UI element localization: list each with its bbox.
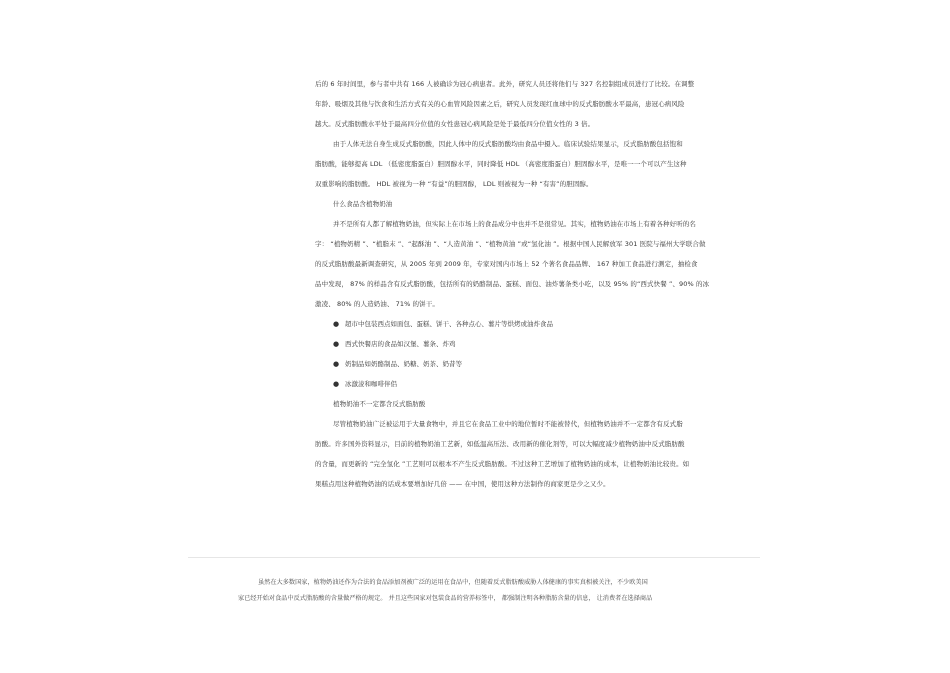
body-line: 果糕点用这种植物奶油的话成本要增加好几倍 —— 在中国，使用这种方法制作的商家更是少之又少。 xyxy=(315,480,610,488)
body-line: 品中发现， 87% 的样品含有反式脂肪酸，包括所有的奶酪制品、蛋糕、面包、油炸薯条类小吃，以及 95% 的“西式快餐 ”、90% 的冰 xyxy=(315,280,710,288)
list-item xyxy=(333,380,397,389)
body-line: 字： “植物奶精 ”、“植脂末 ”、“起酥油 ”、“人造黄油 ”、“植物黄油 ”或“氢化油 ”。根据中国人民解放军 301 医院与福州大学联合做 xyxy=(315,240,706,248)
section-heading: 什么食品含植物奶油 xyxy=(333,200,393,208)
list-item xyxy=(333,320,553,329)
bullet-icon: ● xyxy=(333,340,340,348)
section-heading: 植物奶油不一定都含反式脂肪酸 xyxy=(333,400,426,408)
list-item xyxy=(333,360,462,369)
bullet-icon: ● xyxy=(333,380,340,388)
body-line: 越大。反式脂肪酸水平处于最高四分位值的女性患冠心病风险是处于最低四分位值女性的 3 倍。 xyxy=(315,120,595,128)
page-divider xyxy=(188,557,760,558)
body-line: 双重影响的脂肪酸。 HDL 被视为一种 “有益”的胆固醇， LDL 则被视为一种 “有害”的胆固醇。 xyxy=(315,180,593,188)
body-line: 的反式脂肪酸最新调查研究，从 2005 年到 2009 年，专家对国内市场上 52 个著名食品品牌、 167 种加工食品进行测定，抽检食 xyxy=(315,260,698,268)
body-line: 脂肪酸，能够提高 LDL （低密度脂蛋白）胆固醇水平，同时降低 HDL （高密度脂蛋白）胆固醇水平，是唯一一个可以产生这种 xyxy=(315,160,687,168)
body-line: 肪酸。许多国外资料显示，目前的植物奶油工艺新，如低温高压法、改用新的催化剂等，可以大幅度减少植物奶油中反式脂肪酸 xyxy=(315,440,685,448)
list-item-text: 西式快餐店的食品如汉堡、薯条、炸鸡 xyxy=(345,340,456,348)
list-item xyxy=(333,340,456,349)
list-item-text: 冰激淩和咖啡伴侣 xyxy=(345,380,397,388)
footer-line: 虽然在大多数国家，植物奶油还作为合法的食品添加剂被广泛的运用在食品中，但随着反式脂肪酸威胁人体健康的事实真相被关注，不少欧美国 xyxy=(258,579,648,587)
body-line: 由于人体无法自身生成反式脂肪酸，因此人体中的反式脂肪酸均由食品中摄入。临床试验结果显示，反式脂肪酸包括饱和 xyxy=(333,140,683,148)
body-line: 后的 6 年时间里，参与者中共有 166 人被确诊为冠心病患者。此外，研究人员还将他们与 327 名控制组成员进行了比较。在调整 xyxy=(315,80,695,88)
list-item-text: 超市中包装西点如面包、蛋糕、饼干、各种点心、薯片等烘烤或油炸食品 xyxy=(345,320,553,328)
body-line: 尽管植物奶油广泛被运用于大量食物中，并且它在食品工业中的地位暂时不能被替代，但植物奶油并不一定都含有反式脂 xyxy=(333,420,683,428)
bullet-icon: ● xyxy=(333,320,340,328)
body-line: 年龄、吸烟及其他与饮食和生活方式有关的心血管风险因素之后，研究人员发现红血球中的反式脂肪酸水平最高，患冠心病风险 xyxy=(315,100,685,108)
body-line: 激凌、 80% 的人造奶油、 71% 的饼干。 xyxy=(315,300,439,308)
bullet-icon: ● xyxy=(333,360,340,368)
footer-line: 家已经开始对食品中反式脂肪酸的含量做严格的规定。 并且这些国家对包装食品的营养标签中， 都强制注明各种脂肪含量的信息， 让消费者在选择商品 xyxy=(238,595,653,603)
body-line: 并不是所有人都了解植物奶油，但实际上在市场上的食品成分中也并不是很常见。其实，植物奶油在市场上有着各种好听的名 xyxy=(333,220,696,228)
list-item-text: 奶制品如奶酪制品、奶糖、奶茶、奶昔等 xyxy=(345,360,462,368)
body-line: 的含量，而更新的 “完全氢化 ”工艺则可以根本不产生反式脂肪酸。不过这种工艺增加了植物奶油的成本，让植物奶油比较贵。如 xyxy=(315,460,690,468)
